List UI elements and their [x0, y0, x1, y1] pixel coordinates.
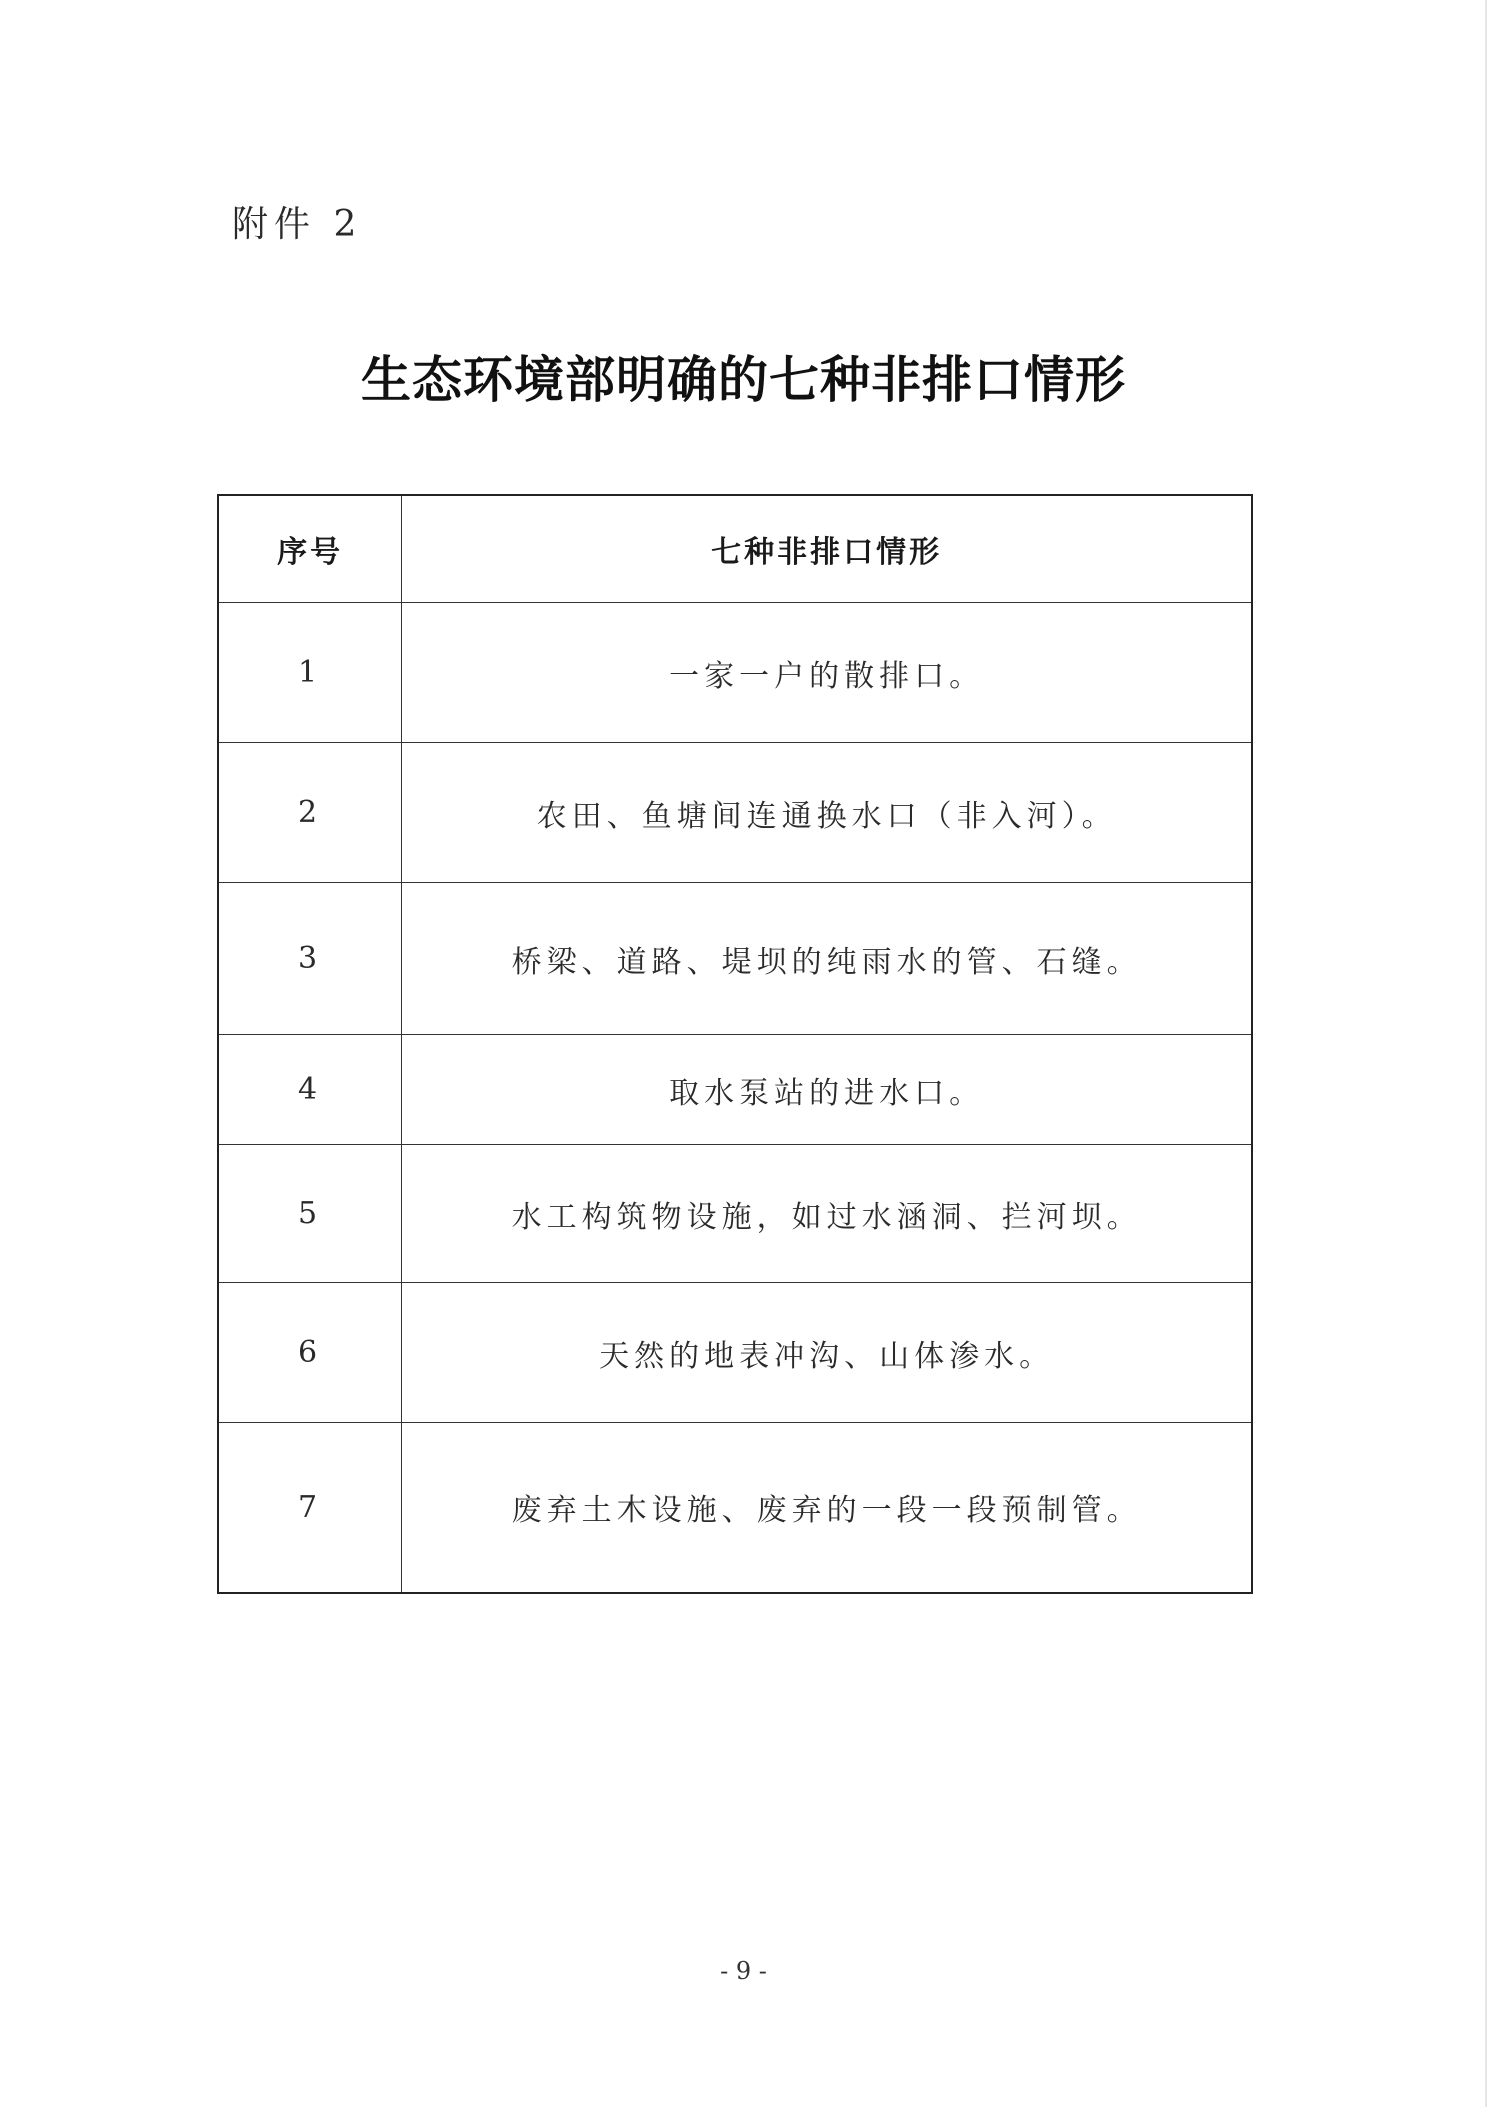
row-description: 一家一户的散排口。 [402, 603, 1252, 743]
table-row [218, 1145, 1252, 1283]
row-number: 1 [218, 603, 402, 743]
row-number: 7 [218, 1423, 402, 1593]
row-description: 农田、鱼塘间连通换水口（非入河）。 [402, 743, 1252, 883]
row-description: 天然的地表冲沟、山体渗水。 [402, 1283, 1252, 1423]
row-number: 2 [218, 743, 402, 883]
row-number: 6 [218, 1283, 402, 1423]
row-number: 3 [218, 883, 402, 1035]
table-row [218, 1035, 1252, 1145]
table-row [218, 1283, 1252, 1423]
page-number: - 9 - [720, 1957, 767, 1985]
table-row [218, 743, 1252, 883]
table-row [218, 603, 1252, 743]
situations-table [217, 494, 1253, 1594]
row-number: 4 [218, 1035, 402, 1145]
page-title: 生态环境部明确的七种非排口情形 [361, 350, 1126, 409]
table-row [218, 883, 1252, 1035]
header-situation: 七种非排口情形 [402, 495, 1252, 603]
attachment-label: 附件 2 [232, 204, 363, 245]
table-header-row [218, 495, 1252, 603]
row-description: 取水泵站的进水口。 [402, 1035, 1252, 1145]
row-description: 桥梁、道路、堤坝的纯雨水的管、石缝。 [402, 883, 1252, 1035]
header-serial-number: 序号 [218, 495, 402, 603]
row-description: 水工构筑物设施，如过水涵洞、拦河坝。 [402, 1145, 1252, 1283]
row-description: 废弃土木设施、废弃的一段一段预制管。 [402, 1423, 1252, 1593]
row-number: 5 [218, 1145, 402, 1283]
table-row [218, 1423, 1252, 1593]
